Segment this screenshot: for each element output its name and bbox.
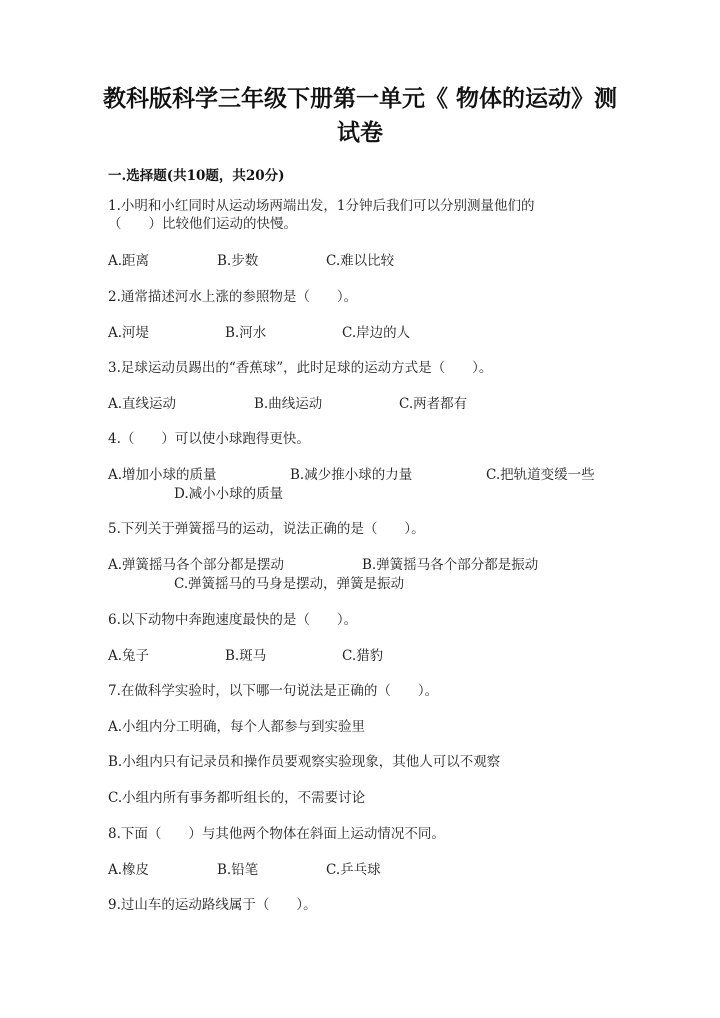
question-8-option-a: A.橡皮 [108,862,150,878]
question-2-stem: 2.通常描述河水上涨的参照物是（ ）。 [108,289,358,305]
exam-title-line-2: 试卷 [337,119,383,146]
question-5-option-b: B.弹簧摇马各个部分都是振动 [362,557,539,573]
question-6-stem: 6.以下动物中奔跑速度最快的是（ ）。 [108,612,358,628]
question-1-stem-line-1: 1.小明和小红同时从运动场两端出发，1分钟后我们可以分别测量他们的 [108,198,535,214]
question-4-option-c: C.把轨道变缓一些 [486,467,595,483]
question-3-option-c: C.两者都有 [399,396,468,412]
exam-title [100,82,620,150]
question-4-option-b: B.减少推小球的力量 [290,467,413,483]
question-5-option-c: C.弹簧摇马的马身是摆动，弹簧是振动 [174,576,405,592]
question-6-option-c: C.猎豹 [342,648,384,664]
question-1-option-a: A.距离 [108,253,150,269]
question-1-option-c: C.难以比较 [326,253,395,269]
question-8-stem: 8.下面（ ）与其他两个物体在斜面上运动情况不同。 [108,826,445,842]
question-7-option-a: A.小组内分工明确，每个人都参与到实验里 [108,719,366,735]
exam-title-line-1: 教科版科学三年级下册第一单元《 物体的运动》测 [102,85,617,112]
question-2-option-c: C.岸边的人 [342,325,411,341]
question-7-option-c: C.小组内所有事务都听组长的，不需要讨论 [108,790,366,806]
question-8-option-b: B.铅笔 [217,862,259,878]
question-3-option-a: A.直线运动 [108,396,177,412]
question-1-stem-line-2: （ ）比较他们运动的快慢。 [108,216,297,232]
section-heading: 一.选择题(共10题，共20分) [108,168,285,184]
question-6-option-a: A.兔子 [108,648,150,664]
question-5-option-a: A.弹簧摇马各个部分都是摆动 [108,557,285,573]
question-6-option-b: B.斑马 [225,648,267,664]
question-4-option-d: D.减小小球的质量 [174,486,284,502]
question-7-option-b: B.小组内只有记录员和操作员要观察实验现象，其他人可以不观察 [108,754,501,770]
question-8-option-c: C.乒乓球 [326,862,381,878]
question-7-stem: 7.在做科学实验时，以下哪一句说法是正确的（ ）。 [108,683,439,699]
question-4-stem: 4.（ ）可以使小球跑得更快。 [108,431,310,447]
question-2-option-a: A.河堤 [108,325,150,341]
question-4-option-a: A.增加小球的质量 [108,467,217,483]
question-1-option-b: B.步数 [217,253,259,269]
question-3-stem: 3.足球运动员踢出的“香蕉球”，此时足球的运动方式是（ ）。 [108,360,493,376]
question-9-stem: 9.过山车的运动路线属于（ ）。 [108,897,317,913]
question-2-option-b: B.河水 [225,325,267,341]
question-5-stem: 5.下列关于弹簧摇马的运动，说法正确的是（ ）。 [108,521,425,537]
question-3-option-b: B.曲线运动 [254,396,323,412]
